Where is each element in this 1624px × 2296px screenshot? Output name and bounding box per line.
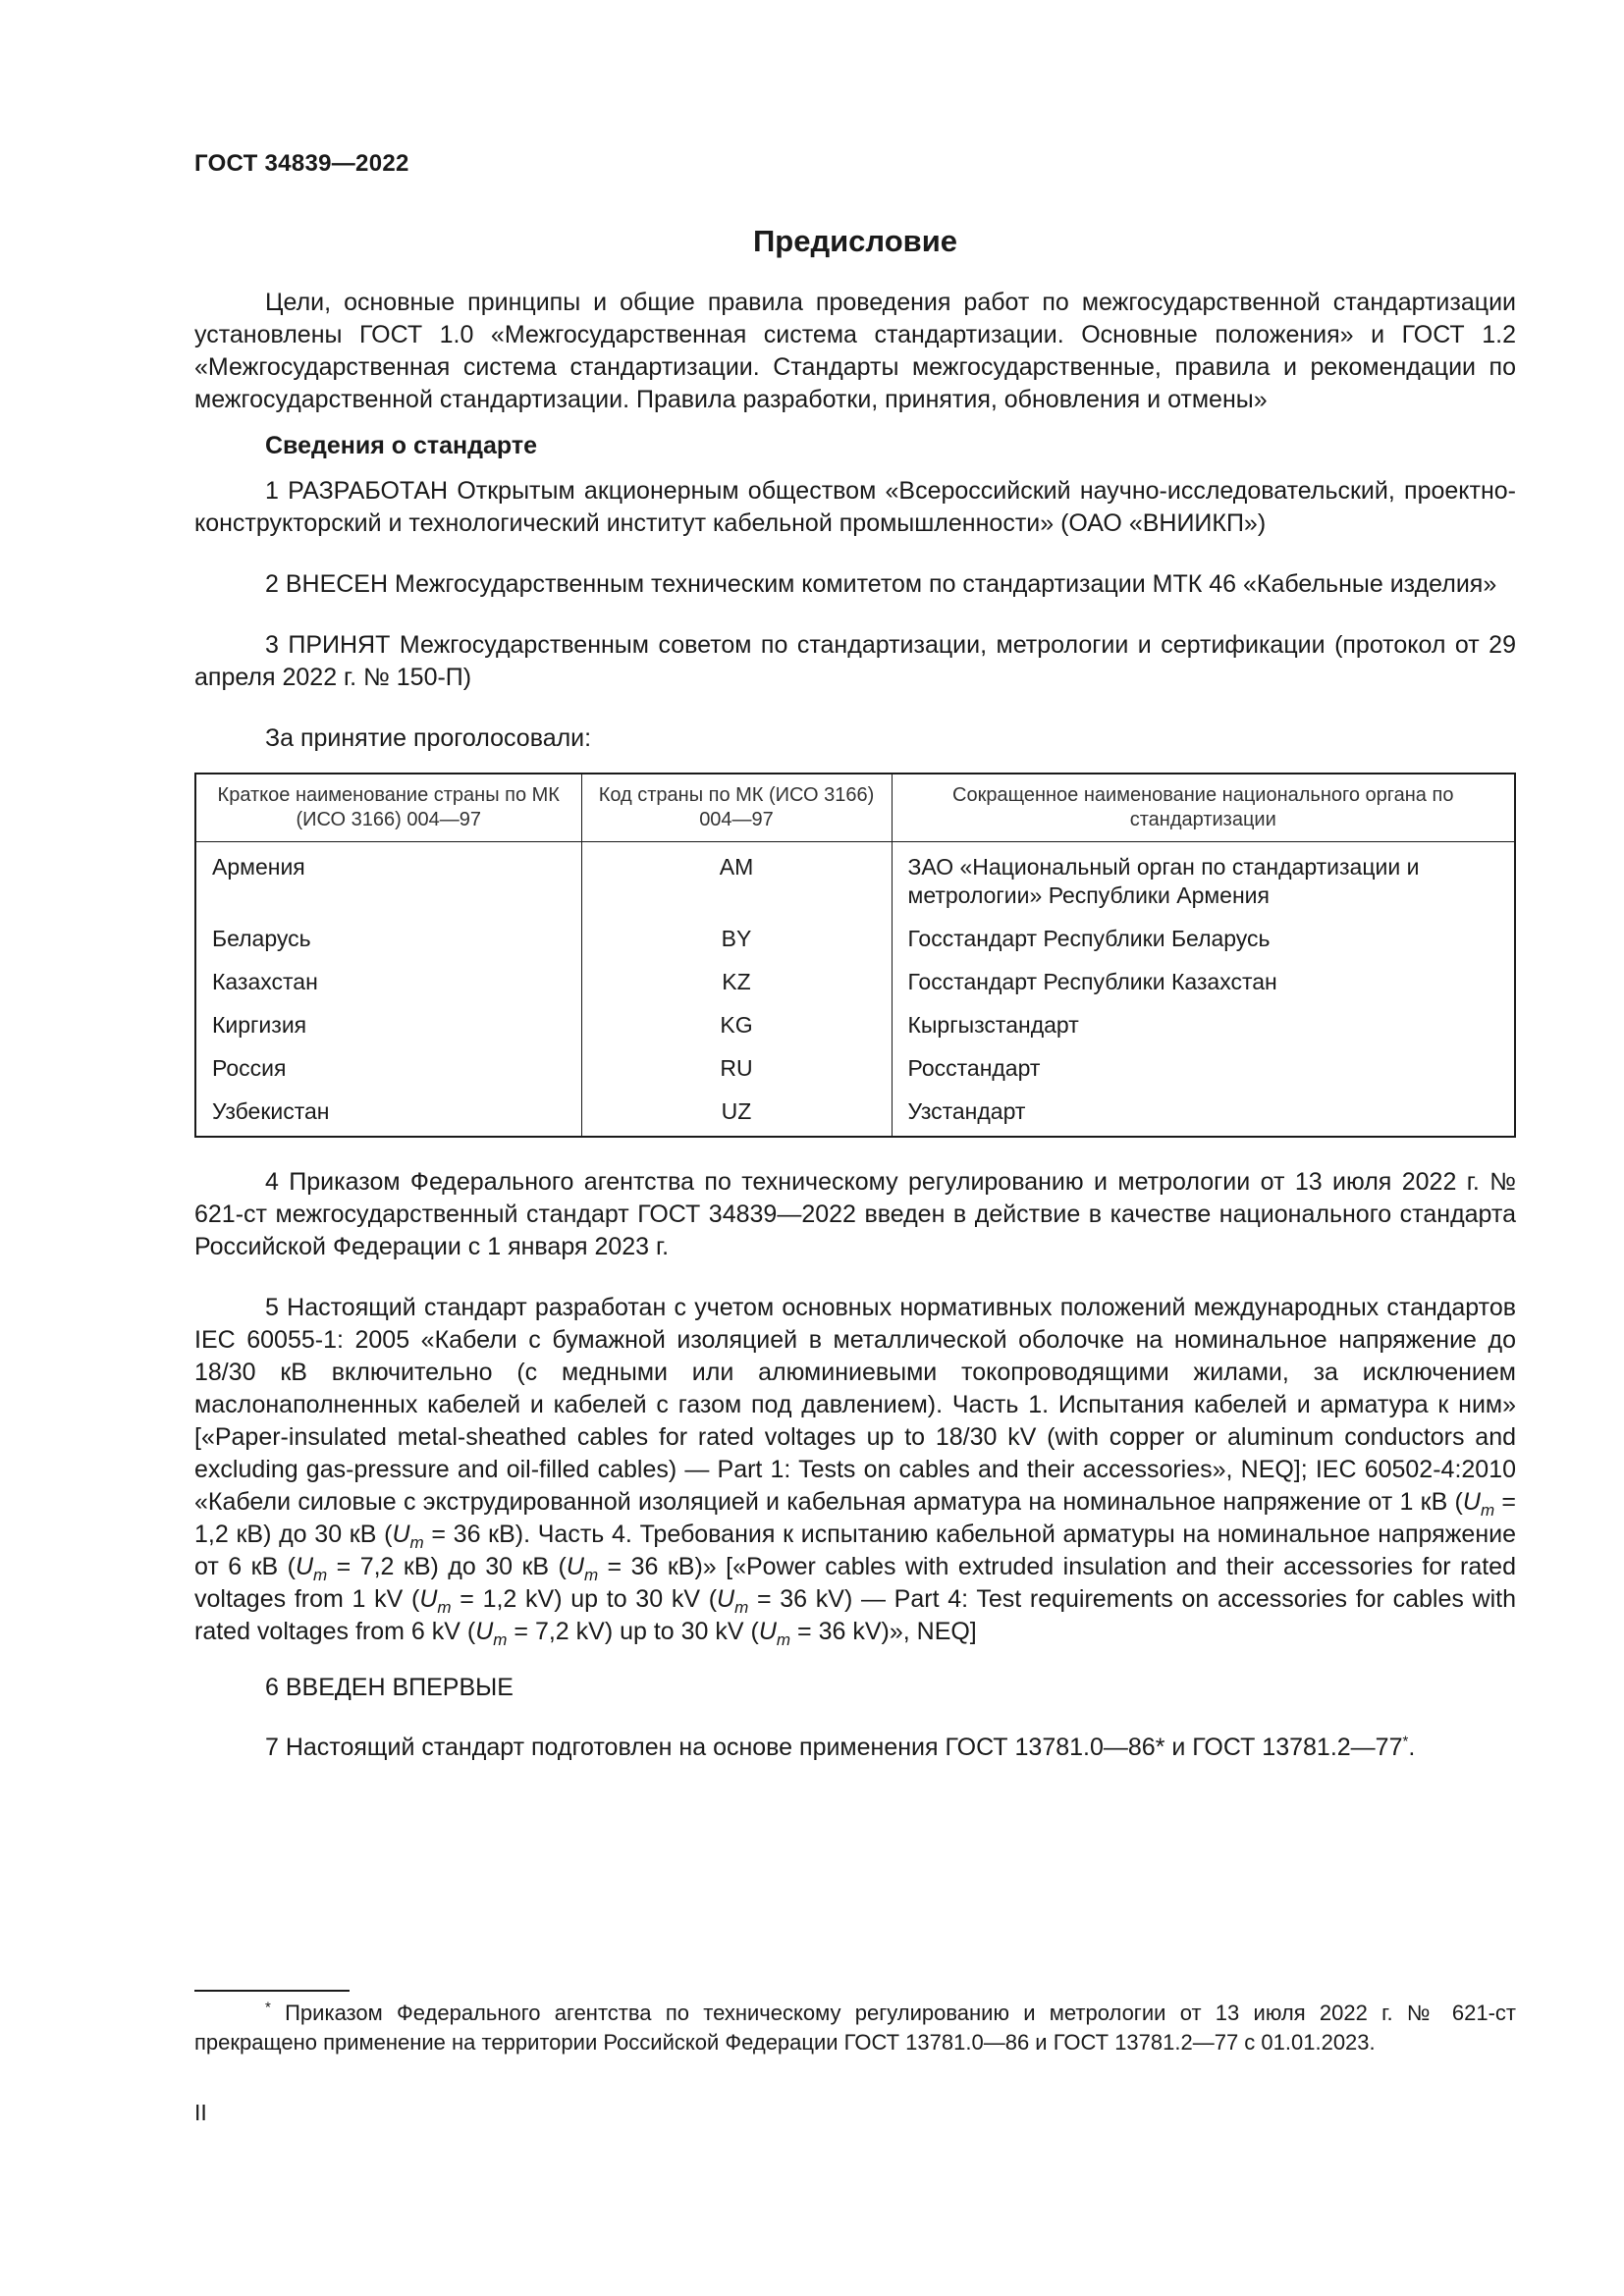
um-symbol: U bbox=[419, 1585, 438, 1613]
national-body: ЗАО «Национальный орган по стандартизации и метрологии» Республики Армения bbox=[892, 842, 1515, 920]
item-developed: 1 РАЗРАБОТАН Открытым акционерным обществом «Всероссийский научно-исследовательский, проектно-конструкторский и технологический институт кабельной промышленности» (ОАО «ВНИИКП») bbox=[194, 477, 1516, 537]
country-code: UZ bbox=[581, 1092, 892, 1137]
um-subscript: m bbox=[1480, 1501, 1495, 1520]
country-name: Беларусь bbox=[195, 919, 581, 962]
item5-part: = 1,2 кВ) до 30 кВ ( bbox=[194, 1488, 1516, 1548]
country-name: Армения bbox=[195, 842, 581, 920]
item-enacted: 4 Приказом Федерального агентства по техническому регулированию и метрологии от 13 июля 2022 г. № 621-ст межгосударственный стандарт ГОСТ 34839—2022 введен в действие в качестве национального стандарта Российской Федерации с 1 января 2023 г. bbox=[194, 1168, 1516, 1260]
item-submitted: 2 ВНЕСЕН Межгосударственным техническим комитетом по стандартизации МТК 46 «Кабельные изделия» bbox=[265, 570, 1497, 598]
um-subscript: m bbox=[409, 1533, 424, 1552]
item7-text: 7 Настоящий стандарт подготовлен на основе применения ГОСТ 13781.0—86* и ГОСТ 13781.2—77 bbox=[265, 1734, 1403, 1761]
standard-code: ГОСТ 34839—2022 bbox=[194, 150, 409, 177]
item7-end: . bbox=[1408, 1734, 1416, 1761]
page-number: II bbox=[194, 2100, 207, 2125]
country-code: BY bbox=[581, 919, 892, 962]
um-symbol: U bbox=[392, 1521, 410, 1548]
item-first-introduced: 6 ВВЕДЕН ВПЕРВЫЕ bbox=[265, 1674, 514, 1701]
footnote-mark: * bbox=[265, 1999, 271, 2016]
item5-part: = 7,2 кВ) до 30 кВ ( bbox=[327, 1553, 567, 1580]
item5-part: = 1,2 kV) up to 30 kV ( bbox=[451, 1585, 718, 1613]
item-prepared-basis bbox=[194, 1732, 1516, 1764]
item5-part: = 36 кВ)» [«Power cables with extruded insulation and their accessories for rated voltages from 1 kV ( bbox=[194, 1553, 1516, 1613]
national-body: Кыргызстандарт bbox=[892, 1005, 1515, 1048]
item5-part: = 36 kV) — Part 4: Test requirements on accessories for cables with rated voltages from 6 kV ( bbox=[194, 1585, 1517, 1645]
table-row bbox=[195, 962, 1515, 1005]
info-heading: Сведения о стандарте bbox=[265, 432, 538, 459]
country-code: AM bbox=[581, 842, 892, 920]
item5-part: = 36 кВ). Часть 4. Требования к испытанию кабельной арматуры на номинальное напряжение от 6 кВ ( bbox=[194, 1521, 1516, 1580]
country-code: KG bbox=[581, 1005, 892, 1048]
vote-caption: За принятие проголосовали: bbox=[265, 724, 592, 752]
table-row bbox=[195, 1048, 1515, 1092]
header-body: Сокращенное наименование национального органа по стандартизации bbox=[892, 774, 1515, 842]
um-subscript: m bbox=[776, 1630, 791, 1649]
table-row bbox=[195, 842, 1515, 920]
country-name: Узбекистан bbox=[195, 1092, 581, 1137]
item-developed-with-iec bbox=[194, 1292, 1516, 1648]
um-subscript: m bbox=[734, 1598, 749, 1617]
intro-paragraph: Цели, основные принципы и общие правила проведения работ по межгосударственной стандартизации установлены ГОСТ 1.0 «Межгосударственная система стандартизации. Основные положения» и ГОСТ 1.2 «Межгосударственная система стандартизации. Стандарты межгосударственные, правила и рекомендации по межгосударственной стандартизации. Правила разработки, принятия, обновления и отмены» bbox=[194, 289, 1516, 413]
footnote-divider bbox=[194, 1990, 350, 1992]
um-symbol: U bbox=[295, 1553, 314, 1580]
country-code: KZ bbox=[581, 962, 892, 1005]
national-body: Госстандарт Республики Казахстан bbox=[892, 962, 1515, 1005]
um-subscript: m bbox=[493, 1630, 508, 1649]
table-row bbox=[195, 919, 1515, 962]
header-country: Краткое наименование страны по МК (ИСО 3166) 004—97 bbox=[195, 774, 581, 842]
item-adopted: 3 ПРИНЯТ Межгосударственным советом по стандартизации, метрологии и сертификации (протокол от 29 апреля 2022 г. № 150-П) bbox=[194, 631, 1516, 691]
um-symbol: U bbox=[475, 1618, 494, 1645]
footnote-mark: * bbox=[1402, 1733, 1409, 1750]
country-name: Казахстан bbox=[195, 962, 581, 1005]
um-subscript: m bbox=[583, 1566, 599, 1584]
national-body: Росстандарт bbox=[892, 1048, 1515, 1092]
table-row bbox=[195, 1092, 1515, 1137]
um-symbol: U bbox=[758, 1618, 777, 1645]
footnote bbox=[194, 1999, 1516, 2057]
item5-part: 5 Настоящий стандарт разработан с учетом основных нормативных положений международных стандартов IEC 60055-1: 2005 «Кабели с бумажной изоляцией в металлической оболочке на номинальное напряжение до 18/30 кВ включительно (с медными или алюминиевыми токопроводящими жилами, за исключением маслонаполненных кабелей и кабелей с газом под давлением). Часть 1. Испытания кабелей и арматура к ним» [«Paper-insulated metal-sheathed cables for rated voltages up to 18/30 kV (with copper or aluminum conductors and excluding gas-pressure and oil-filled cables) — Part 1: Tests on cables and their accessories», NEQ]; IEC 60502-4:2010 «Кабели силовые с экструдированной изоляцией и кабельная арматура на номинальное напряжение от 1 кВ ( bbox=[194, 1294, 1516, 1516]
table-header-row bbox=[195, 774, 1515, 842]
country-name: Россия bbox=[195, 1048, 581, 1092]
header-code: Код страны по МК (ИСО 3166) 004—97 bbox=[581, 774, 892, 842]
national-body: Узстандарт bbox=[892, 1092, 1515, 1137]
um-symbol: U bbox=[1462, 1488, 1481, 1516]
um-subscript: m bbox=[313, 1566, 328, 1584]
page-title: Предисловие bbox=[752, 224, 957, 258]
footnote-text: Приказом Федерального агентства по техническому регулированию и метрологии от 13 июля 2022 г. № 621-ст прекращено применение на территории Российской Федерации ГОСТ 13781.0—86 и ГОСТ 13781.2—77 с 01.01.2023. bbox=[194, 2001, 1516, 2055]
table-row bbox=[195, 1005, 1515, 1048]
item5-part: = 7,2 kV) up to 30 kV ( bbox=[507, 1618, 759, 1645]
national-body: Госстандарт Республики Беларусь bbox=[892, 919, 1515, 962]
country-code: RU bbox=[581, 1048, 892, 1092]
member-states-table bbox=[194, 773, 1516, 1138]
preface-body bbox=[194, 287, 1516, 1764]
country-name: Киргизия bbox=[195, 1005, 581, 1048]
item5-part: = 36 kV)», NEQ] bbox=[790, 1618, 977, 1645]
um-symbol: U bbox=[566, 1553, 584, 1580]
um-symbol: U bbox=[717, 1585, 735, 1613]
um-subscript: m bbox=[437, 1598, 452, 1617]
